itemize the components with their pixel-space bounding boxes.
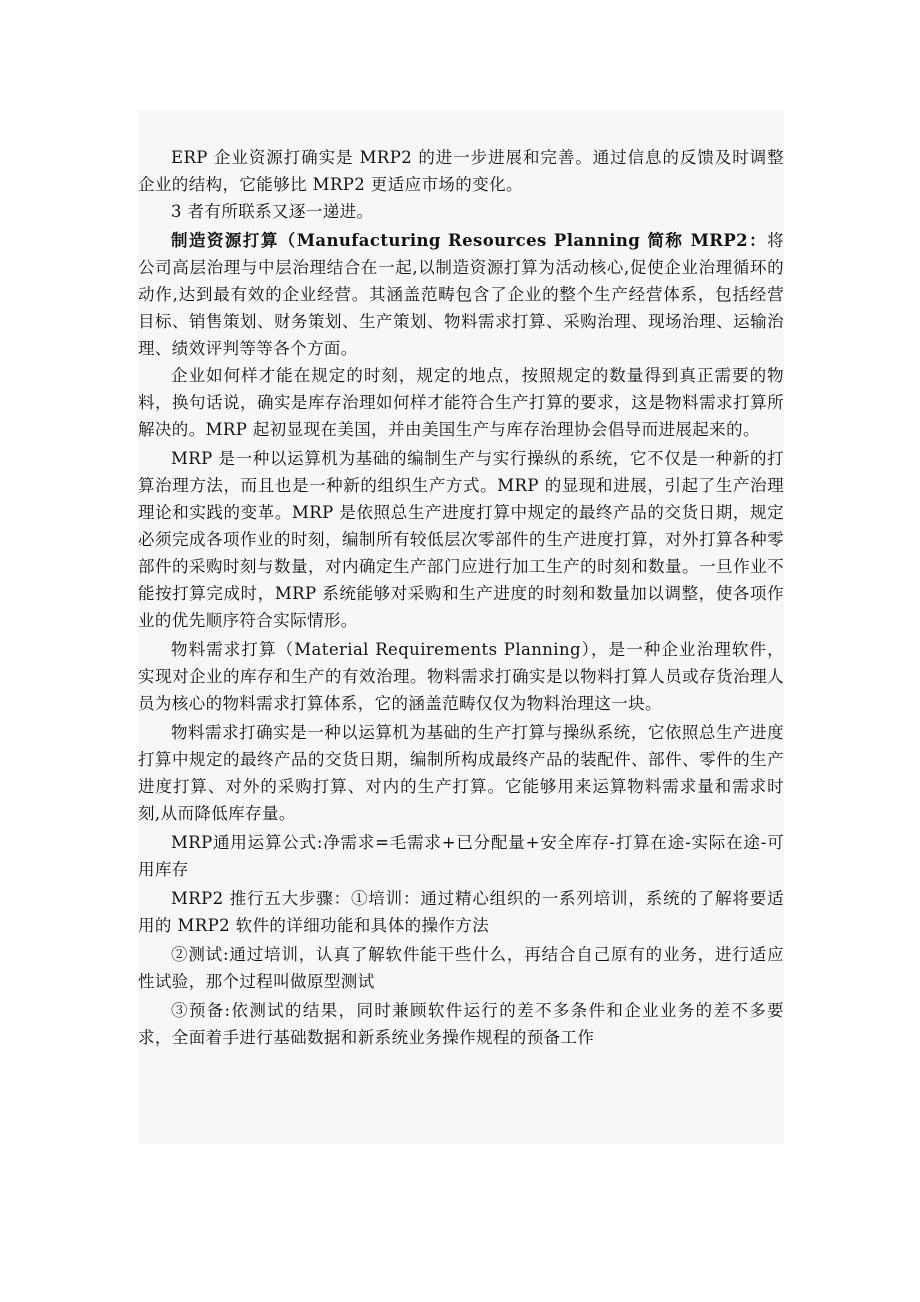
paragraph-mrp-software: 物料需求打算（Material Requirements Planning），是一种企业治理软件，实现对企业的库存和生产的有效治理。物料需求打确实是以物料打算人员或存货治理人员为核心的物料需求打算体系，它的涵盖范畴仅仅为物料治理这一块。	[138, 640, 784, 713]
paragraph-mrp-basis: 物料需求打确实是一种以运算机为基础的生产打算与操纵系统，它依照总生产进度打算中规定的最终产品的交货日期，编制所构成最终产品的装配件、部件、零件的生产进度打算、对外的采购打算、对内的生产打算。它能够用来运算物料需求量和需求时刻,从而降低库存量。	[138, 723, 784, 823]
paragraph-relation: 3 者有所联系又逐一递进。	[171, 202, 374, 221]
paragraph-mrp2-definition: 制造资源打算（Manufacturing Resources Planning 简称 MRP2：将公司高层治理与中层治理结合在一起,以制造资源打算为活动核心,促使企业治理循环的动作,达到最有效的企业经营。其涵盖范畴包含了企业的整个生产经营体系，包括经营目标、销售策划、财务策划、生产策划、物料需求打算、采购治理、现场治理、运输治理、绩效评判等等各个方面。	[138, 231, 784, 358]
paragraph-step-test: ②测试:通过培训，认真了解软件能干些什么，再结合自己原有的业务，进行适应性试验，那个过程叫做原型测试	[138, 945, 784, 991]
paragraph-erp: ERP 企业资源打确实是 MRP2 的进一步进展和完善。通过信息的反馈及时调整企业的结构，它能够比 MRP2 更适应市场的变化。	[138, 148, 784, 194]
paragraph-material-need: 企业如何样才能在规定的时刻，规定的地点，按照规定的数量得到真正需要的物料，换句话说，确实是库存治理如何样才能符合生产打算的要求，这是物料需求打算所解决的。MRP 起初显现在美国，并由美国生产与库存治理协会倡导而进展起来的。	[138, 366, 784, 439]
paragraph-step-prep: ③预备:依测试的结果，同时兼顾软件运行的差不多条件和企业业务的差不多要求，全面着手进行基础数据和新系统业务操作规程的预备工作	[138, 1001, 784, 1047]
paragraph-steps: MRP2 推行五大步骤：①培训：通过精心组织的一系列培训，系统的了解将要适用的 MRP2 软件的详细功能和具体的操作方法	[138, 889, 784, 935]
mrp2-lead: 制造资源打算（Manufacturing Resources Planning 简称 MRP2：	[171, 231, 768, 250]
paragraph-mrp-system: MRP 是一种以运算机为基础的编制生产与实行操纵的系统，它不仅是一种新的打算治理方法，而且也是一种新的组织生产方式。MRP 的显现和进展，引起了生产治理理论和实践的变革。MRP 是依照总生产进度打算中规定的最终产品的交货日期，规定必须完成各项作业的时刻，编制所有较低层次零部件的生产进度打算，对外打算各种零部件的采购时刻与数量，对内确定生产部门应进行加工生产的时刻和数量。一旦作业不能按打算完成时，MRP 系统能够对采购和生产进度的时刻和数量加以调整，使各项作业的优先顺序符合实际情形。	[138, 449, 784, 630]
paragraph-formula: MRP通用运算公式:净需求=毛需求+已分配量+安全库存-打算在途-实际在途-可用库存	[138, 833, 784, 879]
document-body	[138, 110, 784, 1144]
